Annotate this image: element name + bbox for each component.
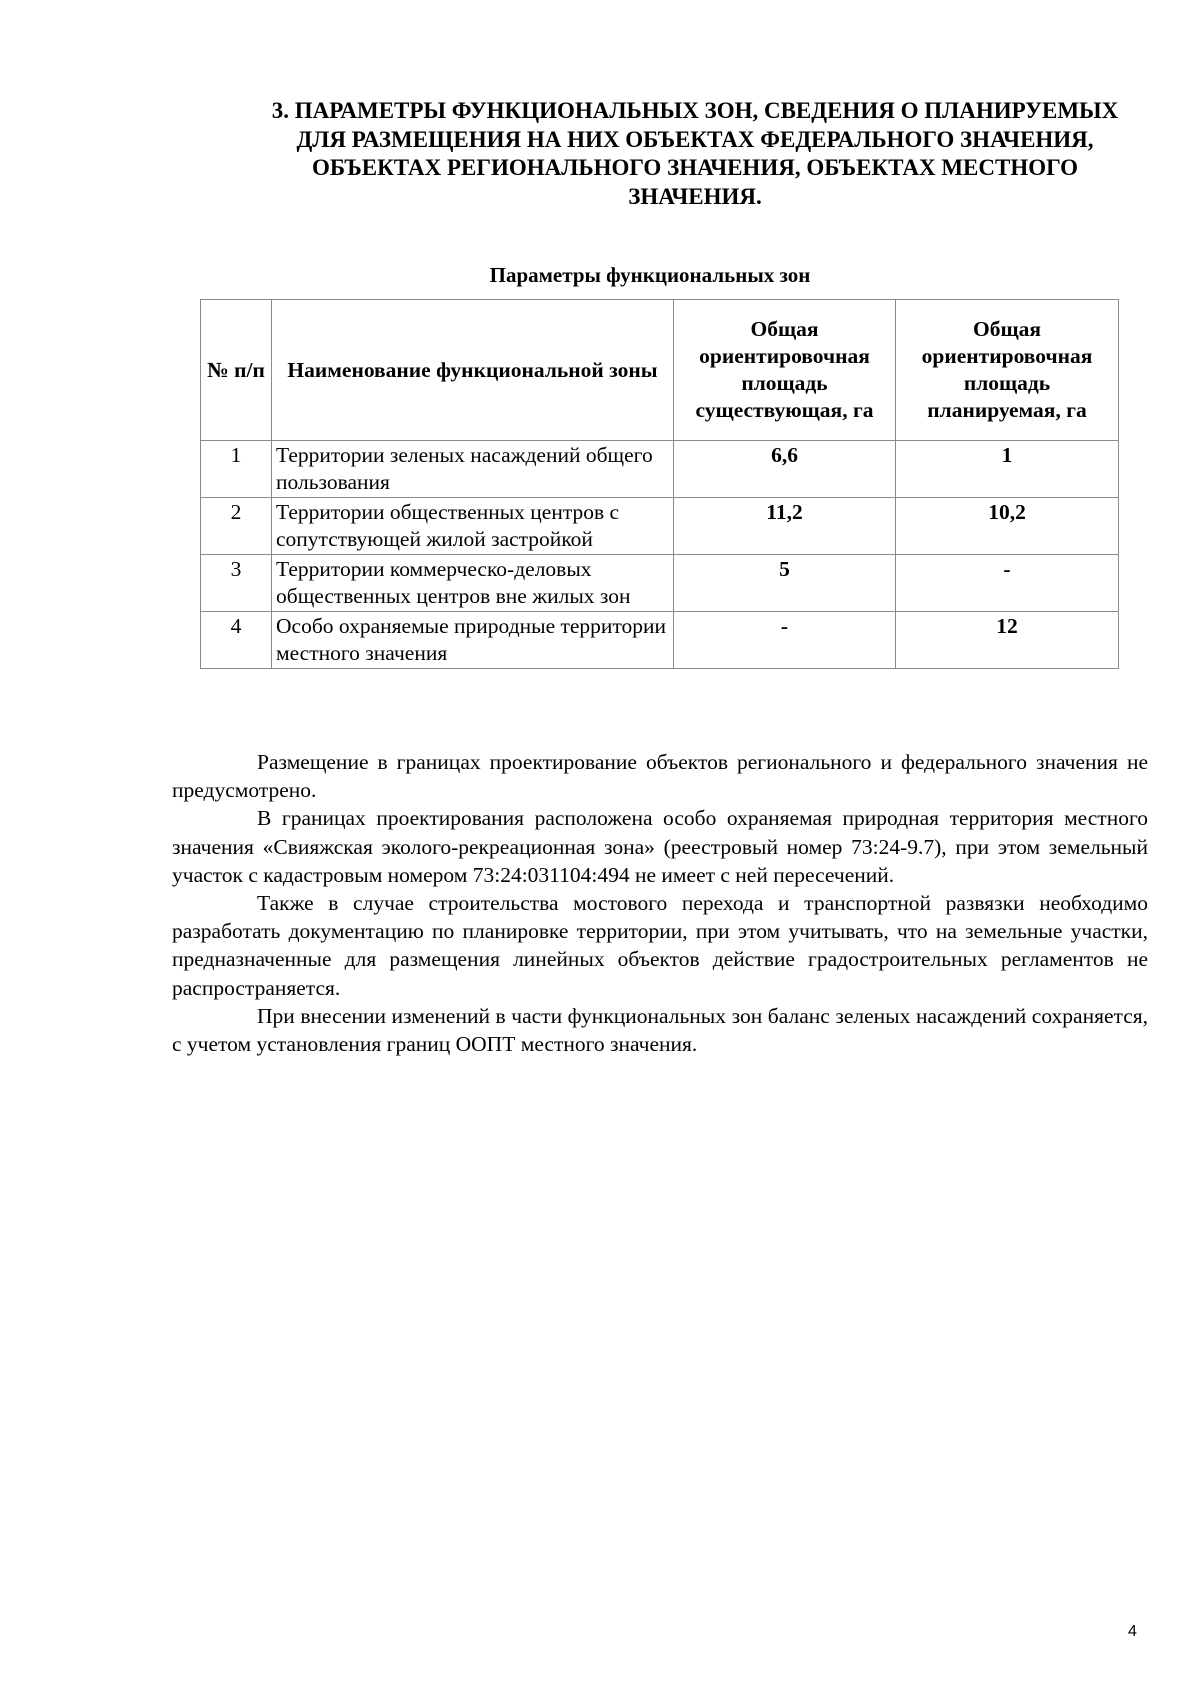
section-heading <box>200 97 1190 211</box>
page-number: 4 <box>1128 1623 1137 1640</box>
row-planned-area: 10,2 <box>896 498 1119 555</box>
heading-line: ОБЪЕКТАХ РЕГИОНАЛЬНОГО ЗНАЧЕНИЯ, ОБЪЕКТАХ МЕСТНОГО <box>311 155 1079 180</box>
heading-line: ДЛЯ РАЗМЕЩЕНИЯ НА НИХ ОБЪЕКТАХ ФЕДЕРАЛЬНОГО ЗНАЧЕНИЯ, <box>296 126 1094 152</box>
paragraph: В границах проектирования расположена особо охраняемая природная территория местного значения «Свияжская эколого-рекреационная зона» (реестровый номер 73:24-9.7), при этом земельный участок с кадастровым номером 73:24:031104:494 не имеет с ней пересечений. <box>172 806 1148 887</box>
heading-line: 3. ПАРАМЕТРЫ ФУНКЦИОНАЛЬНЫХ ЗОН, СВЕДЕНИЯ О ПЛАНИРУЕМЫХ <box>271 98 1119 123</box>
row-existing-area: 6,6 <box>674 441 896 498</box>
paragraph: Также в случае строительства мостового перехода и транспортной развязки необходимо разработать документацию по планировке территории, при этом учитывать, что на земельные участки, предназначенные для размещения линейных объектов действие градостроительных регламентов не распространяется. <box>172 891 1148 1000</box>
header-existing: Общая ориентировочная площадь существующая, га <box>674 300 896 441</box>
table-row <box>201 612 1119 669</box>
zones-table <box>200 299 1119 669</box>
row-num: 2 <box>201 498 272 555</box>
row-existing-area: - <box>674 612 896 669</box>
table-header-row <box>201 300 1119 441</box>
row-num: 4 <box>201 612 272 669</box>
table-caption: Параметры функциональных зон <box>489 263 811 287</box>
header-planned: Общая ориентировочная площадь планируемая, га <box>896 300 1119 441</box>
row-planned-area: 1 <box>896 441 1119 498</box>
row-zone-name: Территории общественных центров с сопутствующей жилой застройкой <box>272 498 674 555</box>
body-text <box>172 748 1148 1058</box>
row-num: 3 <box>201 555 272 612</box>
table-row <box>201 555 1119 612</box>
row-existing-area: 5 <box>674 555 896 612</box>
table-row <box>201 498 1119 555</box>
row-existing-area: 11,2 <box>674 498 896 555</box>
row-planned-area: 12 <box>896 612 1119 669</box>
header-num: № п/п <box>201 300 272 441</box>
row-zone-name: Территории коммерческо-деловых общественных центров вне жилых зон <box>272 555 674 612</box>
paragraph: Размещение в границах проектирование объектов регионального и федерального значения не предусмотрено. <box>172 750 1148 803</box>
table-row <box>201 441 1119 498</box>
row-zone-name: Особо охраняемые природные территории местного значения <box>272 612 674 669</box>
paragraph: При внесении изменений в части функциональных зон баланс зеленых насаждений сохраняется, с учетом установления границ ООПТ местного значения. <box>172 1003 1148 1057</box>
heading-line: ЗНАЧЕНИЯ. <box>628 183 762 209</box>
row-zone-name: Территории зеленых насаждений общего пользования <box>272 441 674 498</box>
header-name: Наименование функциональной зоны <box>272 300 674 441</box>
row-planned-area: - <box>896 555 1119 612</box>
row-num: 1 <box>201 441 272 498</box>
